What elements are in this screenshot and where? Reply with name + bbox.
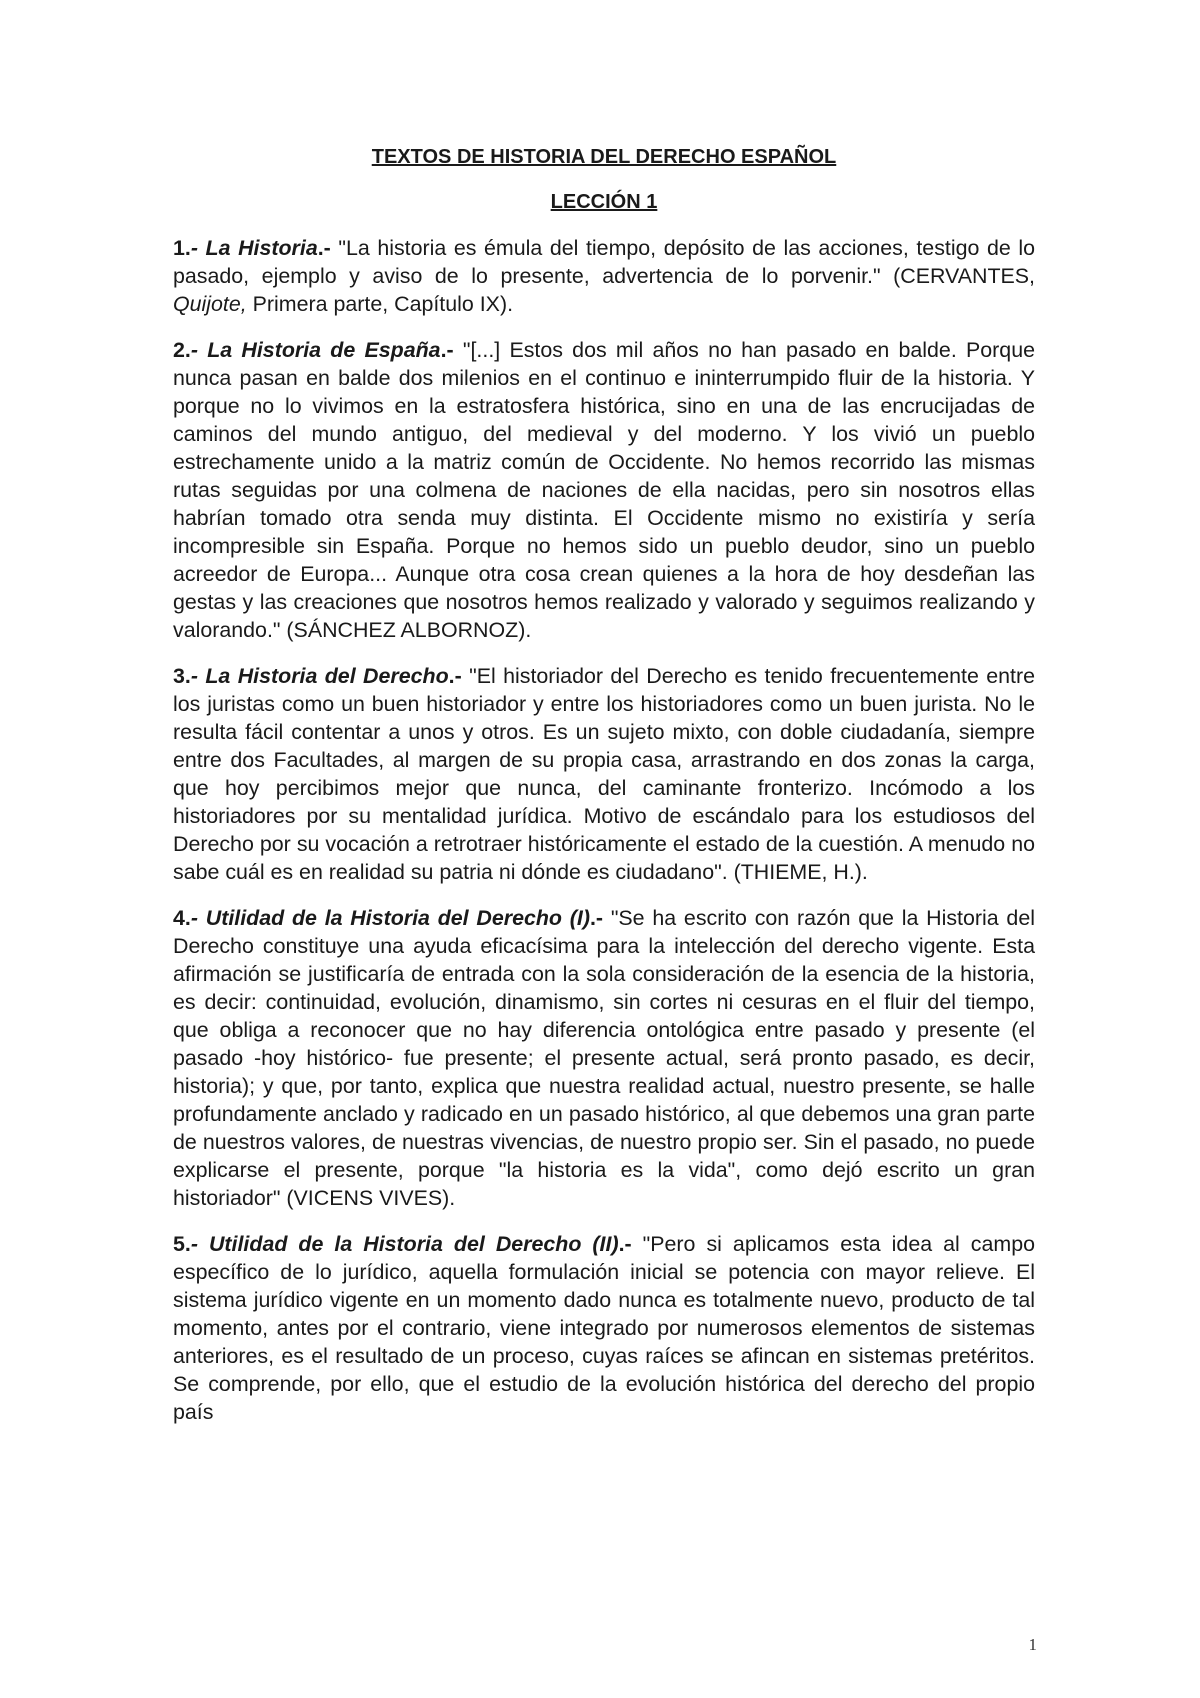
- paragraph-number: 5.: [173, 1232, 191, 1256]
- paragraph-text-end: Primera parte, Capítulo IX).: [246, 292, 514, 316]
- paragraph-heading: - Utilidad de la Historia del Derecho (II): [190, 1232, 619, 1256]
- paragraph-text: "[...] Estos dos mil años no han pasado en balde. Porque nunca pasan en balde dos milenios en el continuo e ininterrumpido fluir de la historia. Y porque no lo vivimos en la estratosfera histórica, sino en una de las encrucijadas de caminos del mundo antiguo, del medieval y del moderno. Y los vivió un pueblo estrechamente unido a la matriz común de Occidente. No hemos recorrido las mismas rutas seguidas por una colmena de naciones de ella nacidas, pero sin nosotros ellas habrían tomado otra senda muy distinta. El Occidente mismo no existiría y sería incompresible sin España. Porque no hemos sido un pueblo deudor, sino un pueblo acreedor de Europa... Aunque otra cosa crean quienes a la hora de hoy desdeñan las gestas y las creaciones que nosotros hemos realizado y valorado y seguimos realizando y valorando." (SÁNCHEZ ALBORNOZ).: [173, 338, 1035, 642]
- paragraph-3: [173, 662, 1035, 886]
- paragraph-italic: Quijote,: [173, 292, 247, 316]
- document-title: TEXTOS DE HISTORIA DEL DERECHO ESPAÑOL: [371, 146, 837, 168]
- paragraph-text: "El historiador del Derecho es tenido frecuentemente entre los juristas como un buen historiador y entre los historiadores como un buen jurista. No le resulta fácil contentar a unos y otros. Es un sujeto mixto, con doble ciudadanía, siempre entre dos Facultades, al margen de su propia casa, arrastrando en dos zonas la carga, que hoy percibimos mejor que nunca, del caminante fronterizo. Incómodo a los historiadores por su mentalidad jurídica. Motivo de escándalo para los estudiosos del Derecho por su vocación a retrotraer históricamente el estado de la cuestión. A menudo no sabe cuál es en realidad su patria ni dónde es ciudadano". (THIEME, H.).: [173, 664, 1035, 884]
- paragraph-heading: - La Historia: [190, 236, 318, 260]
- paragraph-number: 3.: [173, 664, 191, 688]
- paragraph-text: "La historia es émula del tiempo, depósito de las acciones, testigo de lo pasado, ejemplo y aviso de lo presente, advertencia de lo porvenir." (CERVANTES,: [173, 236, 1035, 288]
- heading-tail: .-: [440, 338, 454, 362]
- paragraph-2: [173, 336, 1035, 644]
- lesson-title: LECCIÓN 1: [550, 191, 658, 213]
- heading-tail: .-: [448, 664, 462, 688]
- heading-tail: .-: [317, 236, 331, 260]
- heading-tail: .-: [618, 1232, 632, 1256]
- page-number: 1: [1028, 1635, 1037, 1654]
- heading-tail: .-: [589, 906, 604, 930]
- paragraph-heading: - La Historia del Derecho: [190, 664, 449, 688]
- paragraph-4: [173, 904, 1035, 1212]
- paragraph-number: 2.: [173, 338, 191, 362]
- paragraph-text: "Pero si aplicamos esta idea al campo específico de lo jurídico, aquella formulación inicial se potencia con mayor relieve. El sistema jurídico vigente en un momento dado nunca es totalmente nuevo, producto de tal momento, antes por el contrario, viene integrado por numerosos elementos de sistemas anteriores, es el resultado de un proceso, cuyas raíces se afincan en sistemas pretéritos. Se comprende, por ello, que el estudio de la evolución histórica del derecho del propio país: [173, 1232, 1035, 1424]
- paragraph-heading: - La Historia de España: [190, 338, 441, 362]
- paragraph-heading: - Utilidad de la Historia del Derecho (I): [190, 906, 590, 930]
- page-content: [173, 144, 1035, 1444]
- paragraph-number: 1.: [173, 236, 191, 260]
- paragraph-text: "Se ha escrito con razón que la Historia del Derecho constituye una ayuda eficacísima para la intelección del derecho vigente. Esta afirmación se justificaría de entrada con la sola consideración de la esencia de la historia, es decir: continuidad, evolución, dinamismo, sin cortes ni cesuras en el fluir del tiempo, que obliga a reconocer que no hay diferencia ontológica entre pasado y presente (el pasado -hoy histórico- fue presente; el presente actual, será pronto pasado, es decir, historia); y que, por tanto, explica que nuestra realidad actual, nuestro presente, se halle profundamente anclado y radicado en un pasado histórico, al que debemos una gran parte de nuestros valores, de nuestras vivencias, de nuestro propio ser. Sin el pasado, no puede explicarse el presente, porque "la historia es la vida", como dejó escrito un gran historiador" (VICENS VIVES).: [173, 906, 1035, 1210]
- paragraph-number: 4.: [173, 906, 191, 930]
- paragraph-5: [173, 1230, 1035, 1426]
- paragraph-1: [173, 234, 1035, 318]
